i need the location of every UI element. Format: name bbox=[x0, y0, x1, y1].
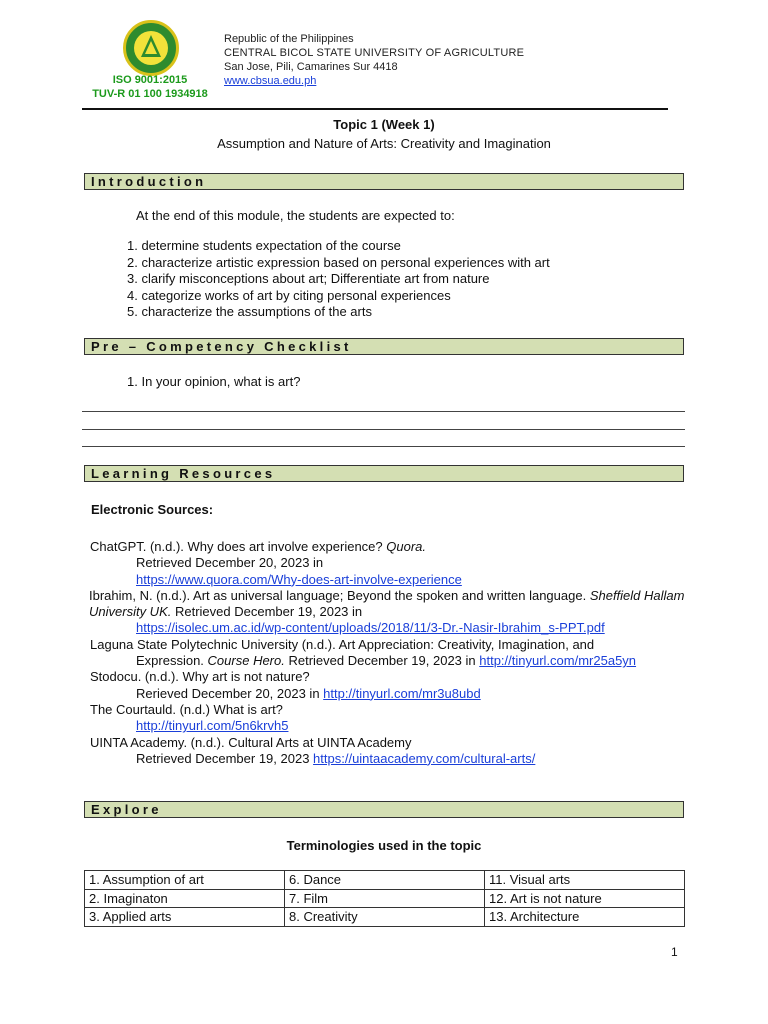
list-item: 3. clarify misconceptions about art; Differentiate art from nature bbox=[127, 271, 490, 287]
section-learning-resources: Learning Resources bbox=[84, 465, 684, 482]
list-item: 5. characterize the assumptions of the arts bbox=[127, 304, 372, 320]
reference-link[interactable]: http://tinyurl.com/5n6krvh5 bbox=[136, 718, 289, 734]
page-number: 1 bbox=[671, 945, 678, 959]
reference-retrieved: Retrieved December 20, 2023 in bbox=[136, 555, 324, 571]
table-cell: 12. Art is not nature bbox=[485, 889, 685, 908]
table-row bbox=[85, 889, 685, 908]
table-cell: 8. Creativity bbox=[285, 908, 485, 927]
iso-certificate-number: TUV-R 01 100 1934918 bbox=[92, 88, 208, 100]
table-cell: 2. Imaginaton bbox=[85, 889, 285, 908]
reference-item: Ibrahim, N. (n.d.). Art as universal language; Beyond the spoken and written language. Sheffield Hallam University UK. Retrieved December 19, 2023 in bbox=[89, 587, 685, 620]
reference-item: ChatGPT. (n.d.). Why does art involve experience? Quora. bbox=[90, 539, 426, 554]
university-seal-icon bbox=[123, 20, 179, 76]
section-introduction: Introduction bbox=[84, 173, 684, 190]
reference-item-cont: Rerieved December 20, 2023 in http://tinyurl.com/mr3u8ubd bbox=[136, 685, 481, 701]
topic-subtitle: Assumption and Nature of Arts: Creativity and Imagination bbox=[217, 136, 551, 151]
section-explore: Explore bbox=[84, 801, 684, 818]
reference-item: Laguna State Polytechnic University (n.d.). Art Appreciation: Creativity, Imagination, and bbox=[90, 636, 595, 652]
table-cell: 13. Architecture bbox=[485, 908, 685, 927]
header-divider bbox=[82, 108, 668, 110]
table-cell: 1. Assumption of art bbox=[85, 871, 285, 890]
table-row bbox=[85, 908, 685, 927]
university-website-link[interactable]: www.cbsua.edu.ph bbox=[224, 75, 317, 87]
reference-list bbox=[90, 539, 690, 767]
terminologies-table bbox=[84, 870, 685, 927]
list-item: 1. determine students expectation of the course bbox=[127, 238, 401, 253]
list-item: 2. characterize artistic expression based on personal experiences with art bbox=[127, 254, 550, 270]
table-cell: 7. Film bbox=[285, 889, 485, 908]
reference-item-cont: Retrieved December 19, 2023 https://uintaacademy.com/cultural-arts/ bbox=[136, 750, 536, 766]
iso-standard: ISO 9001:2015 bbox=[112, 74, 188, 86]
university-name: CENTRAL BICOL STATE UNIVERSITY OF AGRICULTURE bbox=[224, 47, 525, 59]
reference-item: UINTA Academy. (n.d.). Cultural Arts at UINTA Academy bbox=[90, 734, 412, 750]
checklist-question: 1. In your opinion, what is art? bbox=[127, 374, 301, 389]
table-cell: 3. Applied arts bbox=[85, 908, 285, 927]
reference-item-cont: Expression. Course Hero. Retrieved December 19, 2023 in http://tinyurl.com/mr25a5yn bbox=[136, 653, 637, 669]
reference-link[interactable]: https://isolec.um.ac.id/wp-content/uploads/2018/11/3-Dr.-Nasir-Ibrahim_s-PPT.pdf bbox=[136, 620, 605, 636]
reference-link[interactable]: https://www.quora.com/Why-does-art-involve-experience bbox=[136, 571, 462, 587]
table-row bbox=[85, 871, 685, 890]
iso-certification bbox=[88, 73, 212, 101]
republic-line: Republic of the Philippines bbox=[224, 33, 354, 45]
reference-item: The Courtauld. (n.d.) What is art? bbox=[90, 701, 283, 717]
electronic-sources-heading: Electronic Sources: bbox=[91, 502, 214, 517]
university-address: San Jose, Pili, Camarines Sur 4418 bbox=[224, 61, 398, 73]
answer-line[interactable] bbox=[82, 446, 685, 447]
intro-lead: At the end of this module, the students are expected to: bbox=[136, 208, 455, 223]
terminologies-heading: Terminologies used in the topic bbox=[286, 838, 482, 853]
reference-link[interactable]: https://uintaacademy.com/cultural-arts/ bbox=[313, 750, 536, 766]
reference-link[interactable]: http://tinyurl.com/mr3u8ubd bbox=[323, 685, 481, 701]
answer-line[interactable] bbox=[82, 429, 685, 430]
table-cell: 11. Visual arts bbox=[485, 871, 685, 890]
objectives-list bbox=[127, 238, 550, 321]
answer-line[interactable] bbox=[82, 411, 685, 412]
university-info bbox=[224, 32, 524, 88]
table-cell: 6. Dance bbox=[285, 871, 485, 890]
section-precompetency: Pre – Competency Checklist bbox=[84, 338, 684, 355]
reference-item: Stodocu. (n.d.). Why art is not nature? bbox=[90, 669, 310, 685]
list-item: 4. categorize works of art by citing personal experiences bbox=[127, 287, 451, 303]
reference-link[interactable]: http://tinyurl.com/mr25a5yn bbox=[479, 653, 637, 669]
topic-title: Topic 1 (Week 1) bbox=[333, 117, 435, 132]
